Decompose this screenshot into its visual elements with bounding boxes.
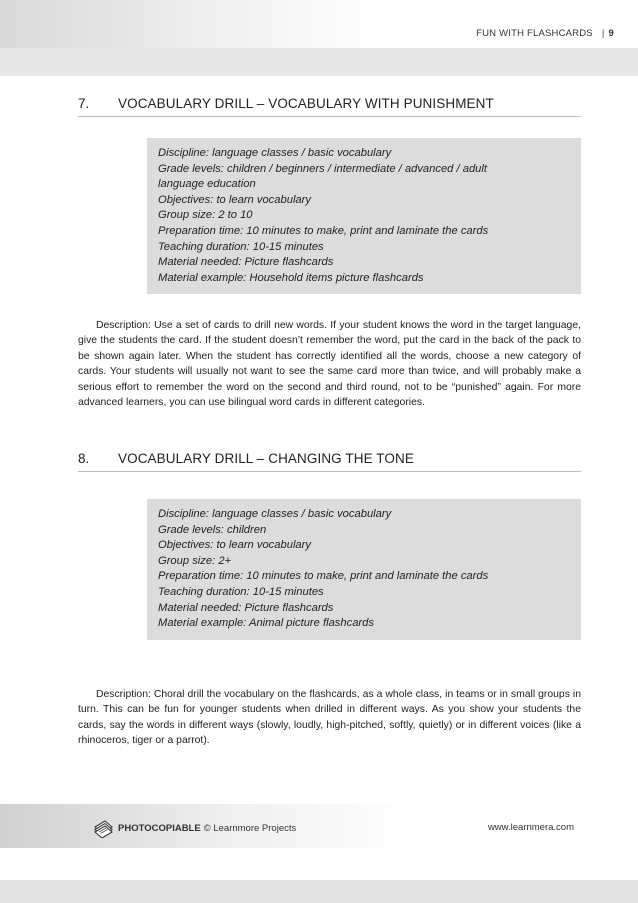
info-teaching-duration: Teaching duration: 10-15 minutes xyxy=(158,240,324,253)
info-material-needed: Material needed: Picture flashcards xyxy=(158,601,334,614)
info-material-example: Material example: Animal picture flashcards xyxy=(158,617,374,630)
running-title: FUN WITH FLASHCARDS xyxy=(476,28,593,39)
info-preparation-time: Preparation time: 10 minutes to make, print and laminate the cards xyxy=(158,224,489,237)
info-grade-levels: Grade levels: children xyxy=(158,523,267,536)
info-teaching-duration: Teaching duration: 10-15 minutes xyxy=(158,585,324,598)
info-group-size: Group size: 2 to 10 xyxy=(158,209,253,222)
section-title: VOCABULARY DRILL – VOCABULARY WITH PUNISHMENT xyxy=(118,96,494,111)
page-number: 9 xyxy=(608,28,614,39)
header-band xyxy=(0,0,638,48)
photocopiable-label: PHOTOCOPIABLE xyxy=(118,822,201,834)
section-number: 8. xyxy=(78,451,90,466)
section-number: 7. xyxy=(78,96,90,111)
info-material-example: Material example: Household items picture flashcards xyxy=(158,271,424,284)
info-objectives: Objectives: to learn vocabulary xyxy=(158,193,311,206)
section-heading-7 xyxy=(78,96,581,117)
running-header xyxy=(476,28,614,39)
info-material-needed: Material needed: Picture flashcards xyxy=(158,256,334,269)
info-preparation-time: Preparation time: 10 minutes to make, print and laminate the cards xyxy=(158,570,489,583)
activity-info-box xyxy=(147,499,581,640)
section-heading-8 xyxy=(78,451,581,472)
photocopy-pages-icon xyxy=(92,818,116,838)
footer-left xyxy=(92,818,296,838)
activity-description: Description: Choral drill the vocabulary on the flashcards, as a whole class, in teams or in small groups in turn. This can be fun for younger students when drilled in different ways. As you show your students the cards, say the words in different ways (slowly, loudly, high-pitched, softly, quietly) or in different voices (like a rhinoceros, tiger or a parrot). xyxy=(78,689,581,747)
activity-description: Description: Use a set of cards to drill new words. If your student knows the word in the target language, give the students the card. If the student doesn’t remember the word, put the card in the back of the pack to be shown again later. When the student has correctly identified all the words, choose a new category of cards. Your students will usually not want to see the same card more than twice, and will probably make a serious effort to remember the word on the second and third round, not to be “punished” again. For more advanced learners, you can use bilingual word cards in different categories. xyxy=(78,320,581,409)
info-discipline: Discipline: language classes / basic vocabulary xyxy=(158,508,392,520)
activity-info-box xyxy=(147,138,581,294)
info-grade-levels: Grade levels: children / beginners / intermediate / advanced / adult xyxy=(158,162,487,175)
website-link[interactable]: www.learnmera.com xyxy=(487,822,574,833)
header-strip xyxy=(0,48,638,76)
info-group-size: Group size: 2+ xyxy=(158,554,232,567)
info-discipline: Discipline: language classes / basic vocabulary xyxy=(158,147,392,159)
section-title: VOCABULARY DRILL – CHANGING THE TONE xyxy=(118,451,414,466)
bottom-strip xyxy=(0,880,638,903)
info-objectives: Objectives: to learn vocabulary xyxy=(158,539,311,552)
copyright-text: © Learnmore Projects xyxy=(203,822,297,834)
header-separator: | xyxy=(601,28,605,39)
info-grade-levels-cont: language education xyxy=(158,178,256,191)
